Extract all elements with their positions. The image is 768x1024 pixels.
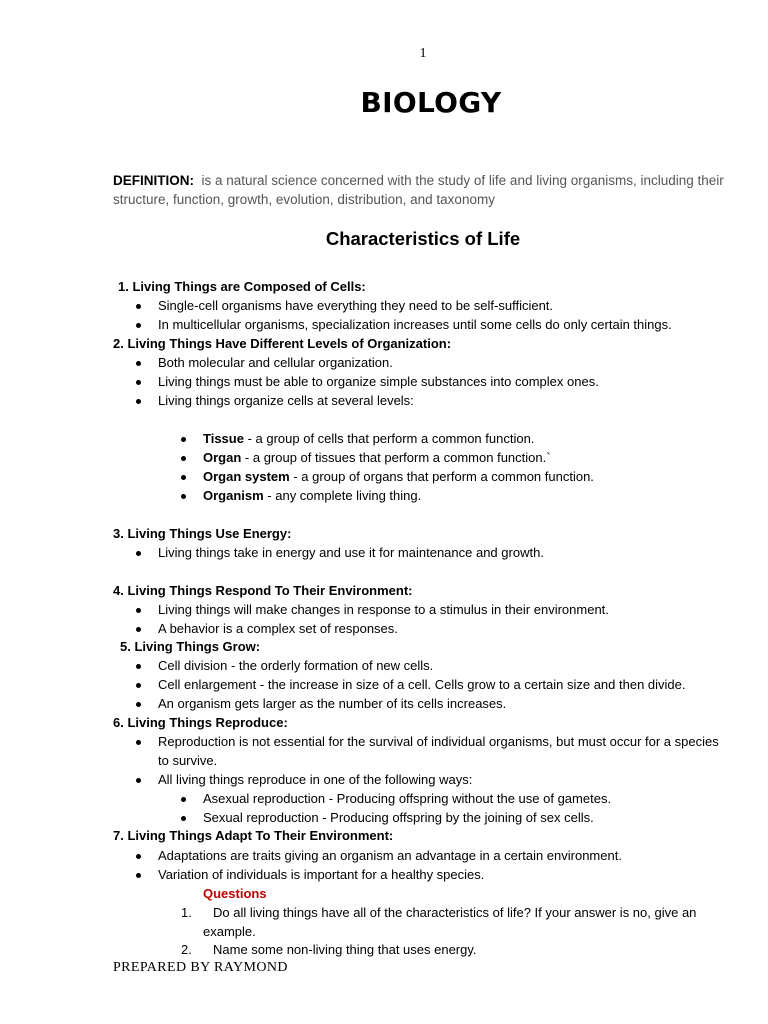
list-item: Cell division - the orderly formation of new cells.	[158, 658, 434, 673]
bullet-icon	[181, 475, 186, 480]
list-item: Living things will make changes in response to a stimulus in their environment.	[158, 602, 609, 617]
bullet-icon	[181, 797, 186, 802]
section-1-heading: 1. Living Things are Composed of Cells:	[118, 279, 366, 294]
level-term: Organism	[203, 488, 264, 503]
question-text: Name some non-living thing that uses energy.	[213, 942, 477, 957]
bullet-icon	[136, 702, 141, 707]
section-4-heading: 4. Living Things Respond To Their Environment:	[113, 583, 413, 598]
section-5-heading: 5. Living Things Grow:	[120, 639, 261, 654]
list-item: An organism gets larger as the number of its cells increases.	[158, 696, 507, 711]
bullet-icon	[136, 740, 141, 745]
bullet-icon	[181, 494, 186, 499]
section-6-heading: 6. Living Things Reproduce:	[113, 715, 288, 730]
bullet-icon	[181, 437, 186, 442]
definition-paragraph	[113, 171, 733, 209]
level-item	[203, 431, 534, 446]
list-item: Reproduction is not essential for the survival of individual organisms, but must occur for a species to survive.	[158, 734, 719, 768]
bullet-icon	[136, 399, 141, 404]
level-desc: - a group of cells that perform a common function.	[243, 431, 535, 446]
level-term: Organ	[203, 450, 242, 465]
level-item	[203, 488, 421, 503]
section-3-heading: 3. Living Things Use Energy:	[113, 526, 292, 541]
list-item: Cell enlargement - the increase in size of a cell. Cells grow to a certain size and then divide.	[158, 677, 686, 692]
bullet-icon	[136, 664, 141, 669]
level-desc: - a group of tissues that perform a common function.`	[241, 450, 551, 465]
list-item: A behavior is a complex set of responses.	[158, 621, 398, 636]
definition-label: DEFINITION:	[113, 173, 194, 188]
list-item: Living things must be able to organize simple substances into complex ones.	[158, 374, 599, 389]
question-number: 1.	[181, 905, 192, 920]
bullet-icon	[136, 380, 141, 385]
bullet-icon	[136, 854, 141, 859]
list-item: Adaptations are traits giving an organism an advantage in a certain environment.	[158, 848, 622, 863]
list-item: Both molecular and cellular organization.	[158, 355, 393, 370]
section-2-heading: 2. Living Things Have Different Levels of Organization:	[113, 336, 452, 351]
bullet-icon	[136, 683, 141, 688]
bullet-icon	[136, 323, 141, 328]
definition-text: is a natural science concerned with the study of life and living organisms, including their structure, function, growth, evolution, distribution, and taxonomy	[113, 173, 724, 207]
level-term: Tissue	[203, 431, 244, 446]
level-desc: - any complete living thing.	[263, 488, 422, 503]
list-item: In multicellular organisms, specialization increases until some cells do only certain things.	[158, 317, 672, 332]
bullet-icon	[136, 304, 141, 309]
bullet-icon	[136, 551, 141, 556]
bullet-icon	[136, 778, 141, 783]
list-item: Single-cell organisms have everything they need to be self-sufficient.	[158, 298, 554, 313]
bullet-icon	[136, 608, 141, 613]
question-text: Do all living things have all of the characteristics of life? If your answer is no, give an example.	[203, 905, 697, 939]
level-item	[203, 450, 551, 465]
level-item	[203, 469, 594, 484]
section-7-heading: 7. Living Things Adapt To Their Environment:	[113, 828, 394, 843]
bullet-icon	[136, 361, 141, 366]
section-subtitle: Characteristics of Life	[325, 228, 521, 249]
page-title: BIOLOGY	[360, 86, 502, 119]
level-term: Organ system	[203, 469, 290, 484]
bullet-icon	[136, 873, 141, 878]
list-item: Living things take in energy and use it for maintenance and growth.	[158, 545, 544, 560]
list-item: Sexual reproduction - Producing offspring by the joining of sex cells.	[203, 810, 594, 825]
level-desc: - a group of organs that perform a common function.	[289, 469, 594, 484]
list-item: Variation of individuals is important for a healthy species.	[158, 867, 485, 882]
bullet-icon	[181, 456, 186, 461]
bullet-icon	[136, 627, 141, 632]
page-footer: PREPARED BY RAYMOND	[113, 960, 288, 975]
list-item: Living things organize cells at several levels:	[158, 393, 414, 408]
list-item: All living things reproduce in one of the following ways:	[158, 772, 473, 787]
questions-heading: Questions	[203, 886, 267, 901]
list-item: Asexual reproduction - Producing offspring without the use of gametes.	[203, 791, 612, 806]
question-number: 2.	[181, 942, 192, 957]
page-number: 1	[419, 46, 427, 61]
bullet-icon	[181, 816, 186, 821]
